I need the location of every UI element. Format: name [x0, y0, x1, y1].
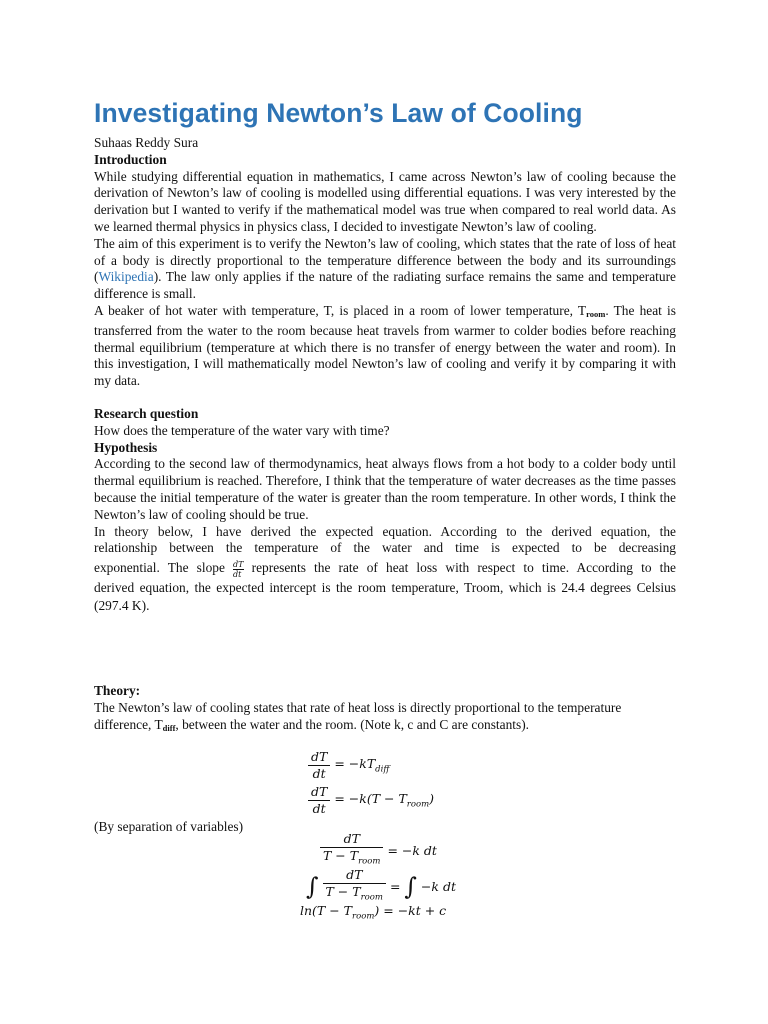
- equation-4-fraction: [323, 867, 386, 906]
- introduction-paragraph-1: While studying differential equation in mathematics, I came across Newton’s law of cooling because the derivation of Newton’s law of cooling is modelled using differential equations. I was very interested by the derivation but I wanted to verify if the mathematical model was true when compared to real world data. As we learned thermal physics in physics class, I decided to investigate Newton’s law of cooling.: [94, 168, 676, 234]
- rhs-text: = −k(T − T: [334, 790, 407, 806]
- equation-5-lhs: ln(T − T: [300, 902, 353, 918]
- theory-heading: Theory:: [94, 683, 141, 699]
- fraction-numerator: dT: [308, 784, 330, 801]
- equation-5: [300, 903, 446, 922]
- slope-fraction-numerator: dT: [233, 559, 244, 569]
- hypothesis-paragraph-1: According to the second law of thermodynamics, heat always flows from a hot body to a colder body until thermal equilibrium is reached. Therefore, I think that the temperature of water decreases as the time passes because the initial temperature of the water is greater than the room temperature. In other words, I think the Newton’s law of cooling should be true.: [94, 456, 676, 522]
- equation-5-rhs: ) = −kt + c: [374, 902, 447, 918]
- equation-1-rhs: [334, 755, 390, 775]
- wikipedia-link[interactable]: Wikipedia: [98, 269, 154, 285]
- rhs-subscript: diff: [375, 764, 390, 775]
- fraction-numerator: dT: [320, 831, 383, 848]
- document-body: [94, 96, 676, 922]
- introduction-paragraph-2: [94, 236, 676, 303]
- hypothesis-paragraph-2-line-3: [94, 557, 676, 579]
- equation-3: [320, 831, 437, 870]
- spacer: [94, 390, 676, 406]
- slope-text-a: exponential. The slope: [94, 560, 234, 576]
- denominator-text: T − T: [323, 847, 359, 863]
- hypothesis-paragraph-2-line-2: relationship between the temperature of the water and time is expected to be decreasing: [94, 540, 676, 556]
- equation-block: [94, 737, 676, 922]
- equation-3-fraction: [320, 831, 383, 870]
- author-name: Suhaas Reddy Sura: [94, 135, 199, 150]
- tdiff-subscript: diff: [162, 722, 176, 733]
- research-question-heading: Research question: [94, 405, 199, 421]
- introduction-paragraph-3: [94, 303, 676, 390]
- fraction-numerator: dT: [308, 749, 330, 766]
- intro-p2-text-a: The aim of this experiment is to verify the Newton’s law of cooling, which states that the rate of loss of heat of a body is directly proportional to the temperature difference between the body and its surroundings (: [94, 235, 676, 285]
- hypothesis-heading: Hypothesis: [94, 439, 158, 455]
- research-question-text: How does the temperature of the water vary with time?: [94, 422, 390, 438]
- equals-sign: =: [389, 878, 401, 894]
- denominator-text: T − T: [325, 883, 361, 899]
- equation-4: [306, 867, 456, 906]
- rhs-text: = −kT: [334, 755, 376, 771]
- equation-5-subscript: room: [352, 911, 375, 922]
- theory-paragraph: [94, 700, 676, 737]
- separation-note: (By separation of variables): [94, 818, 244, 834]
- equation-2-rhs: [334, 790, 435, 810]
- equation-2: [308, 784, 434, 817]
- spacer: [94, 615, 676, 683]
- intro-p2-text-b: ). The law only applies if the nature of the radiating surface remains the same and temperature difference is small.: [94, 269, 676, 302]
- denominator-subscript: room: [360, 892, 383, 903]
- fraction-numerator: dT: [323, 867, 386, 884]
- document-title: Investigating Newton’s Law of Cooling: [94, 98, 583, 128]
- rhs-text-end: ): [429, 790, 435, 806]
- integral-sign: ∫: [404, 871, 417, 900]
- fraction-denominator: dt: [312, 765, 326, 781]
- introduction-heading: Introduction: [94, 151, 167, 167]
- intro-p3-text-a: A beaker of hot water with temperature, T, is placed in a room of lower temperature, T: [94, 302, 587, 318]
- theory-text-b: , between the water and the room. (Note k, c and C are constants).: [175, 716, 530, 732]
- slope-text-b: represents the rate of heat loss with respect to time. According to the: [243, 560, 676, 576]
- theory-text-a: The Newton’s law of cooling states that rate of heat loss is directly proportional to the temperature difference, T: [94, 699, 622, 732]
- fraction-denominator: dt: [312, 800, 326, 816]
- slope-fraction: [233, 560, 243, 579]
- troom-subscript: room: [586, 308, 606, 319]
- equation-1: [308, 749, 389, 782]
- hypothesis-paragraph-2-line-1: In theory below, I have derived the expected equation. According to the derived equation, the: [94, 523, 676, 539]
- equation-1-fraction: [308, 749, 330, 782]
- intro-p3-text-b: . The heat is transferred from the water to the room because heat travels from warmer to colder bodies before reaching thermal equilibrium (temperature at which there is no transfer of energy between the water and room). In this investigation, I will mathematically model Newton’s law of cooling and verify it by comparing it with my data.: [94, 302, 676, 389]
- denominator-subscript: room: [358, 856, 381, 867]
- rhs-subscript: room: [406, 799, 430, 810]
- hypothesis-paragraph-2-rest: derived equation, the expected intercept is the room temperature, Troom, which is 24.4 degrees Celsius (297.4 K).: [94, 580, 676, 614]
- equation-2-fraction: [308, 784, 330, 817]
- equation-3-rhs: = −k dt: [387, 842, 437, 858]
- integral-sign: ∫: [306, 871, 319, 900]
- equation-4-rhs: −k dt: [420, 878, 456, 894]
- slope-fraction-denominator: dt: [233, 569, 242, 579]
